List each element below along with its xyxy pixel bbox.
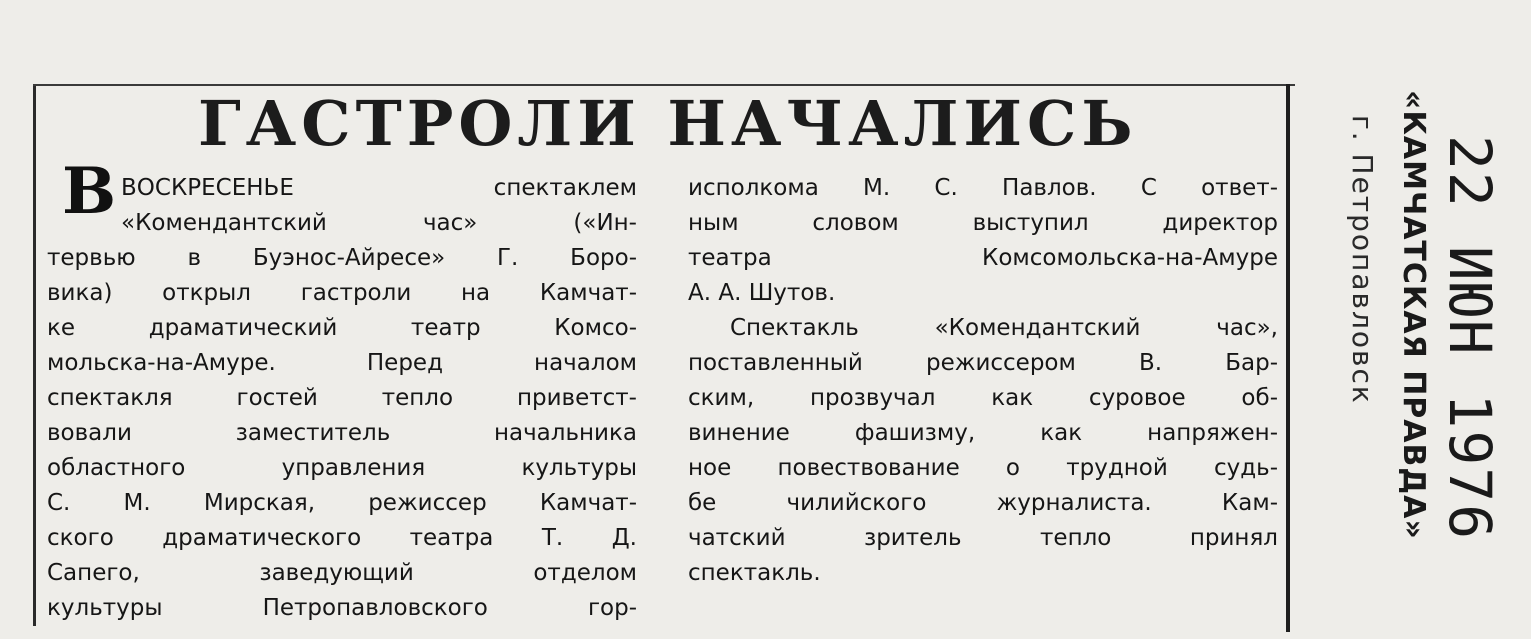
text-line: Спектакль «Комендантский час», xyxy=(730,315,1278,341)
frame-left-rule xyxy=(33,86,36,626)
article-headline: ГАСТРОЛИ НАЧАЛИСЬ xyxy=(198,87,1138,160)
text-line: Сапего, заведующий отделом xyxy=(47,560,637,586)
stamp-city: г. Петропавловск xyxy=(1346,115,1379,405)
text-line: ке драматический театр Комсо- xyxy=(47,315,637,341)
stamp-newspaper-name: «КАМЧАТСКАЯ ПРАВДА» xyxy=(1396,90,1431,540)
text-line: вовали заместитель начальника xyxy=(47,420,637,446)
text-line: ского драматического театра Т. Д. xyxy=(47,525,637,551)
text-line: А. А. Шутов. xyxy=(688,280,836,306)
text-line: чатский зритель тепло принял xyxy=(688,525,1278,551)
text-line: мольска-на-Амуре. Перед началом xyxy=(47,350,637,376)
text-line: ным словом выступил директор xyxy=(688,210,1278,236)
text-line: спектакль. xyxy=(688,560,821,586)
text-line: культуры Петропавловского гор- xyxy=(47,595,637,621)
text-line: спектакля гостей тепло приветст- xyxy=(47,385,637,411)
text-line: ским, прозвучал как суровое об- xyxy=(688,385,1278,411)
text-line: вика) открыл гастроли на Камчат- xyxy=(47,280,637,306)
article-column-right xyxy=(688,171,1278,591)
text-line: исполкома М. С. Павлов. С ответ- xyxy=(688,175,1278,201)
text-line: винение фашизму, как напряжен- xyxy=(688,420,1278,446)
frame-right-rule xyxy=(1286,84,1290,632)
text-line: ВОСКРЕСЕНЬЕ спектаклем xyxy=(121,175,637,201)
text-line: областного управления культуры xyxy=(47,455,637,481)
text-line: «Комендантский час» («Ин- xyxy=(121,210,637,236)
text-line: ное повествование о трудной судь- xyxy=(688,455,1278,481)
article-column-left xyxy=(47,171,637,626)
drop-cap: В xyxy=(62,154,117,229)
text-line: С. М. Мирская, режиссер Камчат- xyxy=(47,490,637,516)
text-line: театра Комсомольска-на-Амуре xyxy=(688,245,1278,271)
stamp-date: 22 ИЮН 1976 xyxy=(1436,135,1504,542)
text-line: поставленный режиссером В. Бар- xyxy=(688,350,1278,376)
text-line: бе чилийского журналиста. Кам- xyxy=(688,490,1278,516)
text-line: тервью в Буэнос-Айресе» Г. Боро- xyxy=(47,245,637,271)
